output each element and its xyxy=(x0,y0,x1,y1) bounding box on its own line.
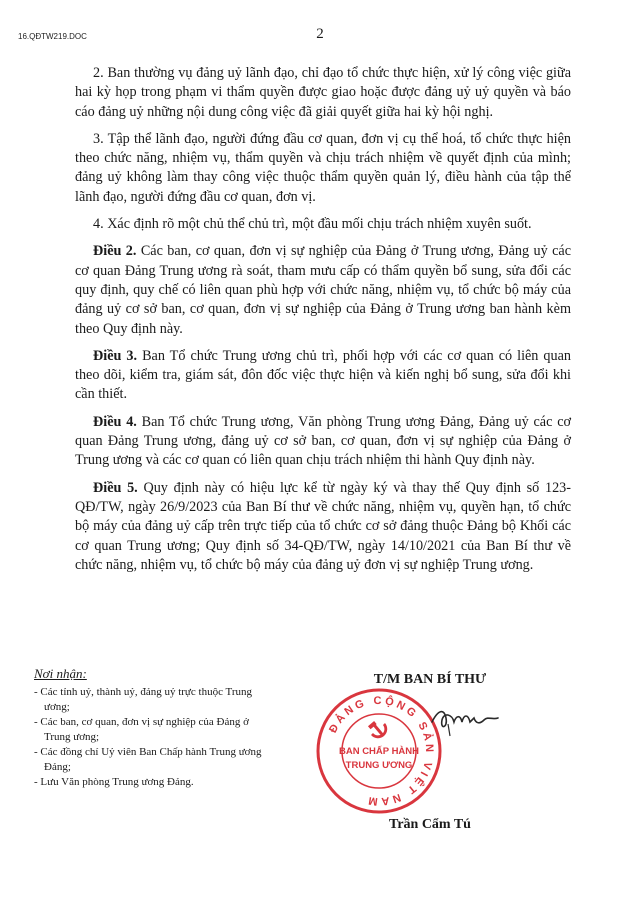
recipient-item: - Các tỉnh uỷ, thành uỷ, đảng uỷ trực thuộc Trung ương; xyxy=(34,686,252,713)
signer-name: Trần Cẩm Tú xyxy=(389,817,471,832)
recipients-title: Nơi nhận: xyxy=(34,666,87,681)
paragraph-1: 2. Ban thường vụ đảng uỷ lãnh đạo, chỉ đạo tổ chức thực hiện, xử lý công việc giữa hai kỳ họp trong phạm vi thẩm quyền được giao hoặc được đảng uỷ uỷ quyền và báo cáo đảng uỷ những nội dung công việc đã giải quyết giữa hai kỳ hội nghị. xyxy=(75,65,571,120)
article-2: Điều 2. Các ban, cơ quan, đơn vị sự nghiệp của Đảng ở Trung ương, Đảng uỷ các cơ quan Đảng Trung ương rà soát, tham mưu cấp có thẩm quyền bổ sung, sửa đổi các quy định, quy chế có liên quan phù hợp với chức năng, nhiệm vụ, tổ chức bộ máy của đảng uỷ cơ sở ban, cơ quan, đơn vị sự nghiệp của Đảng ở Trung ương ban hành kèm theo Quy định này. xyxy=(75,243,571,337)
article-4: Điều 4. Ban Tổ chức Trung ương, Văn phòng Trung ương Đảng, Đảng uỷ các cơ quan Đảng Trung ương, đảng uỷ cơ sở ban, cơ quan, đơn vị sự nghiệp của Đảng ở Trung ương và các cơ quan có liên quan chịu trách nhiệm thi hành Quy định này. xyxy=(75,413,572,469)
seal-ring-text: ĐẢNG CỘNG SẢN VIỆT NAM xyxy=(327,694,436,808)
signer-title: T/M BAN BÍ THƯ xyxy=(373,672,487,687)
paragraph-3: 4. Xác định rõ một chủ thể chủ trì, một đầu mối chịu trách nhiệm xuyên suốt. xyxy=(93,216,532,233)
article-3: Điều 3. Ban Tổ chức Trung ương chủ trì, phối hợp với các cơ quan có liên quan theo dõi, kiểm tra, giám sát, đôn đốc việc thực hiện và kiến nghị bổ sung, sửa đổi khi cần thiết. xyxy=(75,347,572,403)
document-id: 16.QĐTW219.DOC xyxy=(18,32,87,41)
recipients-list xyxy=(34,685,264,790)
official-seal xyxy=(314,686,444,816)
seal-line-2: TRUNG ƯƠNG xyxy=(345,760,413,771)
signature-icon xyxy=(430,700,500,740)
recipient-item: - Lưu Văn phòng Trung ương Đảng. xyxy=(34,776,194,788)
recipients-block xyxy=(34,666,264,790)
recipient-item: - Các ban, cơ quan, đơn vị sự nghiệp của Đảng ở Trung ương; xyxy=(34,716,249,743)
recipient-item: - Các đồng chí Uỷ viên Ban Chấp hành Trung ương Đảng; xyxy=(34,746,262,773)
article-5: Điều 5. Quy định này có hiệu lực kể từ ngày ký và thay thế Quy định số 123-QĐ/TW, ngày 26/9/2023 của Ban Bí thư về chức năng, nhiệm vụ, quyền hạn, tổ chức bộ máy của đảng uỷ cấp trên trực tiếp của tổ chức cơ sở đảng thuộc Đảng bộ Khối các cơ quan Trung ương; Quy định số 34-QĐ/TW, ngày 14/10/2021 của Ban Bí thư về chức năng, nhiệm vụ, tổ chức bộ máy của đảng uỷ đơn vị sự nghiệp Trung ương. xyxy=(75,479,571,573)
seal-line-1: BAN CHẤP HÀNH xyxy=(338,746,420,757)
document-body xyxy=(75,64,571,583)
paragraph-2: 3. Tập thể lãnh đạo, người đứng đầu cơ quan, đơn vị cụ thể hoá, tổ chức thực hiện theo chức năng, nhiệm vụ, thẩm quyền và chịu trách nhiệm về quyết định của mình; đảng uỷ không làm thay công việc thuộc thẩm quyền quản lý, điều hành của tập thể lãnh đạo, người đứng đầu cơ quan, đơn vị. xyxy=(75,130,571,205)
hammer-sickle-icon xyxy=(368,721,387,738)
page-number: 2 xyxy=(316,26,324,42)
